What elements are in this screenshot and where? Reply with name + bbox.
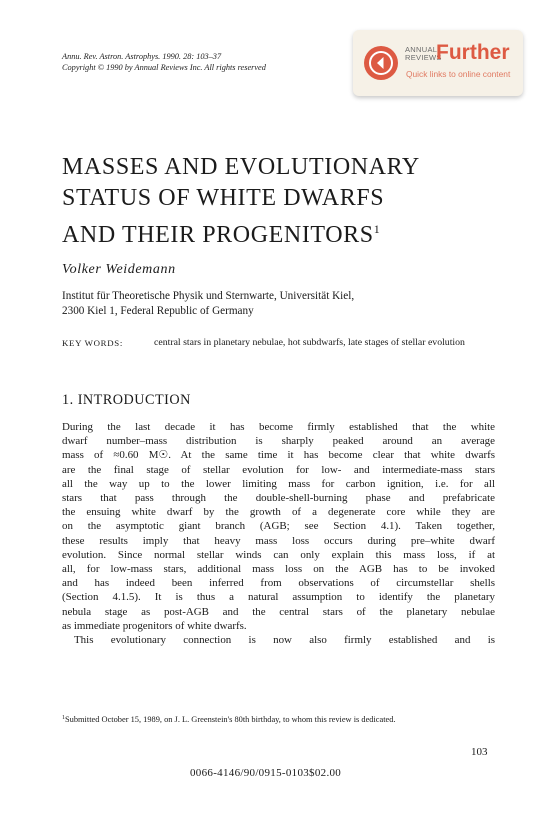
footnote-mark: 1 <box>62 715 65 721</box>
author-name: Volker Weidemann <box>62 262 176 277</box>
annual-reviews-label: ANNUAL REVIEWS <box>405 45 442 62</box>
body-line: all the way up to the lower limiting mass for carbon ignition, i.e. for all <box>62 477 495 490</box>
body-line: (Section 4.1.5). It is thus a natural assumption to identify the planetary <box>62 591 495 604</box>
further-wordmark: Further <box>436 41 510 64</box>
affiliation-line: Institut für Theoretische Physik und Sternwarte, Universität Kiel, <box>62 290 355 302</box>
journal-citation: Annu. Rev. Astron. Astrophys. 1990. 28: 103–37 <box>62 52 222 61</box>
copyright-line: Copyright © 1990 by Annual Reviews Inc. All rights reserved <box>62 63 266 72</box>
title-footnote-mark[interactable]: 1 <box>373 222 380 236</box>
page-number: 103 <box>471 746 488 758</box>
body-line: these results imply that heavy mass loss occurs during pre–white dwarf <box>62 534 495 547</box>
affiliation <box>62 289 354 319</box>
body-line: are the final stage of stellar evolution for low- and intermediate-mass stars <box>62 463 495 476</box>
title-line: MASSES AND EVOLUTIONARY <box>62 154 420 180</box>
body-line: all, for low-mass stars, additional mass loss on the AGB has to be invoked <box>62 563 495 576</box>
affiliation-line: 2300 Kiel 1, Federal Republic of Germany <box>62 305 254 317</box>
journal-header <box>62 51 266 73</box>
body-line: stars that pass through the double-shell-burning phase and prefabricate <box>62 492 495 505</box>
body-line: and has indeed been inferred from observations of circumstellar shells <box>62 577 495 590</box>
body-line: mass of ≈0.60 M☉. At the same time it has become clear that white dwarfs <box>62 449 495 462</box>
title-line: AND THEIR PROGENITORS$^1$ <box>62 222 380 248</box>
play-arrow-icon <box>364 46 398 80</box>
section-heading: 1. INTRODUCTION <box>62 392 191 408</box>
quick-links-tagline[interactable]: Quick links to online content <box>406 69 511 79</box>
body-line: This evolutionary connection is now also firmly established and is <box>74 634 495 647</box>
body-line: During the last decade it has become firmly established that the white <box>62 421 495 433</box>
article-title <box>62 152 420 251</box>
body-line: nebula stage as post-AGB and the central stars of the planetary nebulae <box>62 605 495 618</box>
further-banner[interactable] <box>353 30 523 96</box>
key-words-label: KEY WORDS: <box>62 338 124 348</box>
body-line: dwarf number–mass distribution is sharply peaked around an average <box>62 435 495 448</box>
body-text <box>62 420 495 647</box>
key-words: central stars in planetary nebulae, hot subdwarfs, late stages of stellar evolution <box>154 337 465 348</box>
footnote-text: Submitted October 15, 1989, on J. L. Greenstein's 80th birthday, to whom this review is dedicated. <box>65 715 396 724</box>
body-line: the ensuing white dwarf by the growth of a degenerate core while they are <box>62 506 495 519</box>
body-line: on the asymptotic giant branch (AGB; see Section 4.1). Taken together, <box>62 520 495 533</box>
body-line: evolution. Since normal stellar winds can only explain this mass loss, if at <box>62 548 495 561</box>
price-code: 0066-4146/90/0915-0103$02.00 <box>190 767 342 779</box>
body-line: as immediate progenitors of white dwarfs. <box>62 619 247 632</box>
title-line: STATUS OF WHITE DWARFS <box>62 185 385 211</box>
footnote <box>62 712 492 726</box>
